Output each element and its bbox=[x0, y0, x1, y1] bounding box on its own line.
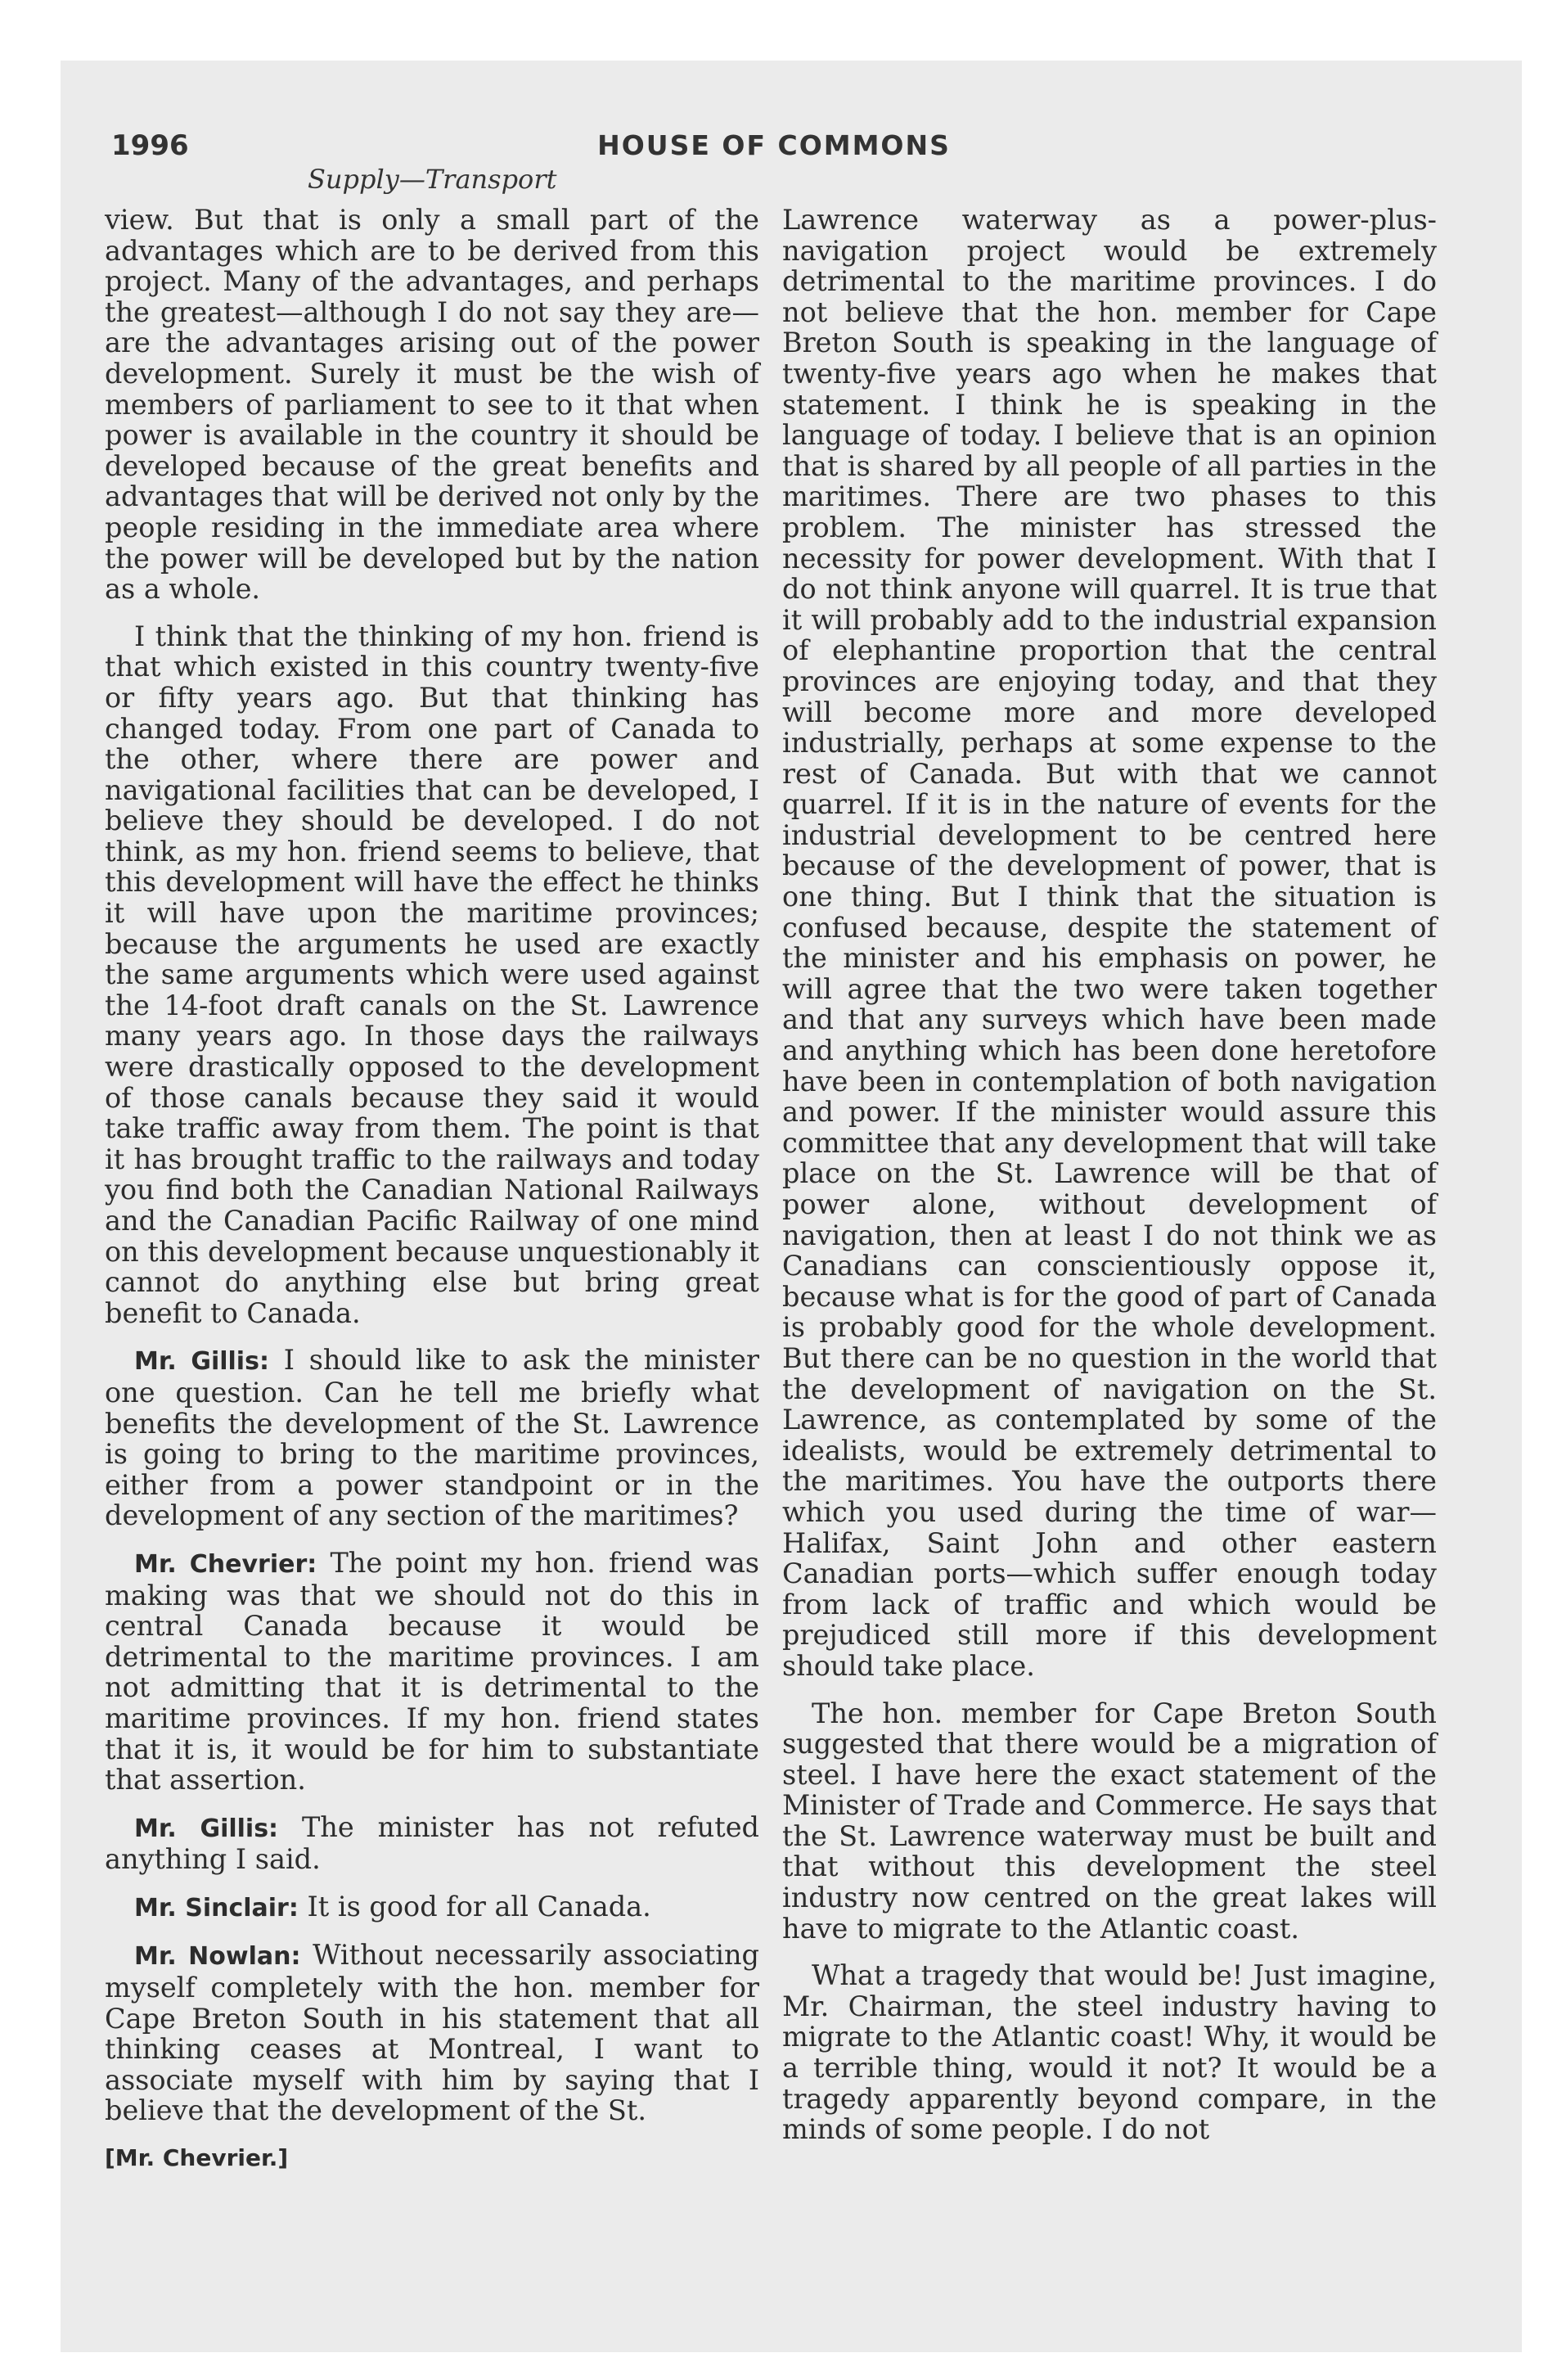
paragraph: What a tragedy that would be! Just imagine, Mr. Chairman, the steel industry having to migrate to the Atlantic coast! Why, it would be a terrible thing, would it not? It would be a tragedy apparently beyond compare, in the minds of some people. I do not bbox=[782, 1959, 1437, 2146]
speech bbox=[105, 1891, 759, 1924]
speech-text: Without necessarily associating myself completely with the hon. member for Cape Breton South in his statement that all thinking ceases at Montreal, I want to associate myself with him by saying that I believe that the development of the St. bbox=[105, 1939, 759, 2127]
speaker-name: Mr. Sinclair: bbox=[134, 1893, 299, 1922]
speech bbox=[105, 1940, 759, 2126]
speech bbox=[105, 1345, 759, 1531]
left-column bbox=[105, 205, 759, 2174]
paragraph: I think that the thinking of my hon. friend is that which existed in this country twenty-five or fifty years ago. But that thinking has changed today. From one part of Canada to the other, where there are power and navigational facilities that can be developed, I believe they should be developed. I do not think, as my hon. friend seems to believe, that this development will have the effect he thinks it will have upon the maritime provinces; because the arguments he used are exactly the same arguments which were used against the 14-foot draft canals on the St. Lawrence many years ago. In those days the railways were drastically opposed to the development of those canals because they said it would take traffic away from them. The point is that it has brought traffic to the railways and today you find both the Canadian National Railways and the Canadian Pacific Railway of one mind on this development because unquestionably it cannot do anything else but bring great benefit to Canada. bbox=[105, 620, 759, 1329]
paragraph: The hon. member for Cape Breton South suggested that there would be a migration of steel. I have here the exact statement of the Minister of Trade and Commerce. He says that the St. Lawrence waterway must be built and that without this development the steel industry now centred on the great lakes will have to migrate to the Atlantic coast. bbox=[782, 1697, 1437, 1945]
speaker-name: Mr. Nowlan: bbox=[134, 1942, 301, 1972]
speech bbox=[105, 1812, 759, 1875]
speaker-name: Mr. Gillis: bbox=[134, 1814, 279, 1843]
paragraph: view. But that is only a small part of the advantages which are to be derived from this project. Many of the advantages, and perhaps the greatest—although I do not say they are—are the advantages arising out of the power development. Surely it must be the wish of members of parliament to see to it that when power is available in the country it should be developed because of the great benefits and advantages that will be derived not only by the people residing in the immediate area where the power will be developed but by the nation as a whole. bbox=[105, 204, 759, 606]
speech bbox=[105, 1548, 759, 1796]
speech-text: It is good for all Canada. bbox=[307, 1890, 651, 1922]
speaker-name: Mr. Chevrier: bbox=[134, 1549, 317, 1579]
speech-text: The minister has not refuted anything I said. bbox=[105, 1810, 759, 1876]
running-head: HOUSE OF COMMONS bbox=[597, 129, 951, 161]
speaker-name: Mr. Gillis: bbox=[134, 1347, 269, 1377]
right-column bbox=[782, 205, 1437, 2161]
speaker-attribution: [Mr. Chevrier.] bbox=[105, 2144, 289, 2172]
speech-text: I should like to ask the minister one question. Can he tell me briefly what benefits the development of the St. Lawrence is going to bring to the maritime provinces, either from a power standpoint or in the development of any section of the maritimes? bbox=[105, 1344, 760, 1532]
page-number: 1996 bbox=[111, 129, 189, 162]
section-title: Supply—Transport bbox=[308, 164, 557, 195]
speech-text: The point my hon. friend was making was that we should not do this in central Canada because it would be detrimental to the maritime provinces. I am not admitting that it is detrimental to the maritime provinces. If my hon. friend states that it is, it would be for him to substantiate that assertion. bbox=[105, 1546, 759, 1796]
paragraph: Lawrence waterway as a power-plus-navigation project would be extremely detrimental to the maritime provinces. I do not believe that the hon. member for Cape Breton South is speaking in the language of twenty-five years ago when he makes that statement. I think he is speaking in the language of today. I believe that is an opinion that is shared by all people of all parties in the maritimes. There are two phases to this problem. The minister has stressed the necessity for power development. With that I do not think anyone will quarrel. It is true that it will probably add to the industrial expansion of elephantine proportion that the central provinces are enjoying today, and that they will become more and more developed industrially, perhaps at some expense to the rest of Canada. But with that we cannot quarrel. If it is in the nature of events for the industrial development to be centred here because of the development of power, that is one thing. But I think that the situation is confused because, despite the statement of the minister and his emphasis on power, he will agree that the two were taken together and that any surveys which have been made and anything which has been done heretofore have been in contemplation of both navigation and power. If the minister would assure this committee that any development that will take place on the St. Lawrence will be that of power alone, without development of navigation, then at least I do not think we as Canadians can conscientiously oppose it, because what is for the good of part of Canada is probably good for the whole development. But there can be no question in the world that the development of navigation on the St. Lawrence, as contemplated by some of the idealists, would be extremely detrimental to the maritimes. You have the outports there which you used during the time of war—Halifax, Saint John and other eastern Canadian ports—which suffer enough today from lack of traffic and which would be prejudiced still more if this development should take place. bbox=[782, 204, 1437, 1682]
